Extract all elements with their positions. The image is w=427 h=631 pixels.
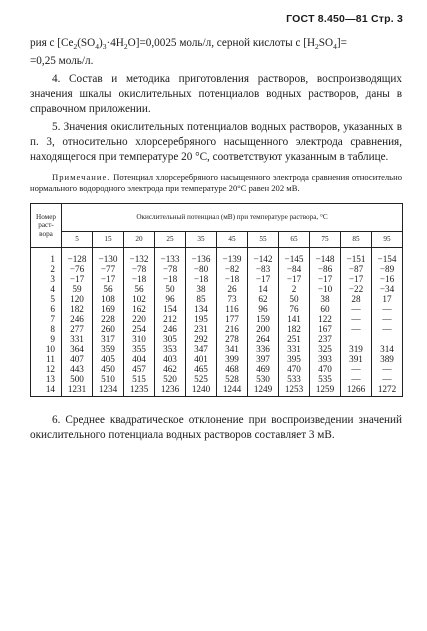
table-cell: 364 [62, 344, 93, 354]
table-cell: 200 [248, 324, 279, 334]
table-row [31, 294, 403, 304]
table-cell: 341 [217, 344, 248, 354]
table-cell: 310 [124, 334, 155, 344]
table-cell: 395 [279, 354, 310, 364]
table-cell: 359 [93, 344, 124, 354]
table-cell: 59 [62, 284, 93, 294]
table-cell: 108 [93, 294, 124, 304]
row-number: 7 [31, 314, 62, 324]
row-number: 4 [31, 284, 62, 294]
table-cell: 195 [186, 314, 217, 324]
table-cell: −83 [248, 264, 279, 274]
paragraph-continuation: рия с $[Ce_2(SO_4)_3\cdot 4H_2O]=0,0025$ моль/л, серной кислоты с $[H_2SO_4]=$ =0,25 моль/л. [30, 37, 347, 68]
table-cell: −17 [93, 274, 124, 284]
table-cell: −76 [62, 264, 93, 274]
table-cell: 177 [217, 314, 248, 324]
table-cell: 220 [124, 314, 155, 324]
table-cell: −78 [124, 264, 155, 274]
row-number: 5 [31, 294, 62, 304]
table-cell: 17 [372, 294, 403, 304]
table-cell: — [341, 374, 372, 384]
table-cell: 26 [217, 284, 248, 294]
table-cell: 134 [186, 304, 217, 314]
row-number: 11 [31, 354, 62, 364]
table-cell: 317 [93, 334, 124, 344]
table-cell: 1259 [310, 384, 341, 397]
row-number: 8 [31, 324, 62, 334]
table-row [31, 324, 403, 334]
table-cell: 120 [62, 294, 93, 304]
table-cell: 457 [124, 364, 155, 374]
table-cell: 355 [124, 344, 155, 354]
table-cell: — [341, 304, 372, 314]
table-cell: 141 [279, 314, 310, 324]
table-cell: −18 [186, 274, 217, 284]
table-cell: 246 [155, 324, 186, 334]
table-cell: 96 [155, 294, 186, 304]
row-number: 3 [31, 274, 62, 284]
table-cell: 1234 [93, 384, 124, 397]
table-cell: 305 [155, 334, 186, 344]
table-cell: 468 [217, 364, 248, 374]
potential-table [30, 203, 403, 397]
table-cell: 525 [186, 374, 217, 384]
table-cell: 1244 [217, 384, 248, 397]
table-cell: — [341, 324, 372, 334]
table-cell: 292 [186, 334, 217, 344]
temperature-header: 85 [341, 231, 372, 247]
table-cell: −148 [310, 247, 341, 264]
table-cell: 401 [186, 354, 217, 364]
table-cell: −22 [341, 284, 372, 294]
table-cell: 122 [310, 314, 341, 324]
table-cell: 470 [310, 364, 341, 374]
note-text: Потенциал хлорсеребряного насыщенного электрода сравнения относительно нормального водородного электрода при температуре 20°С равен 202 мВ. [30, 172, 403, 194]
table-row [31, 374, 403, 384]
table-cell: 50 [155, 284, 186, 294]
table-cell: 231 [186, 324, 217, 334]
row-number: 9 [31, 334, 62, 344]
temperature-header: 35 [186, 231, 217, 247]
table-cell: −16 [372, 274, 403, 284]
table-cell: 216 [217, 324, 248, 334]
table-cell: 443 [62, 364, 93, 374]
table-cell: 167 [310, 324, 341, 334]
table-cell: 116 [217, 304, 248, 314]
table-cell: −139 [217, 247, 248, 264]
table-cell: 403 [155, 354, 186, 364]
table-cell: 389 [372, 354, 403, 364]
table-cell: 182 [279, 324, 310, 334]
table-cell: 407 [62, 354, 93, 364]
note-paragraph [30, 172, 402, 194]
temperature-header: 15 [93, 231, 124, 247]
table-cell: 336 [248, 344, 279, 354]
table-cell: −17 [341, 274, 372, 284]
table-cell: −133 [155, 247, 186, 264]
table-cell: 169 [93, 304, 124, 314]
table-row [31, 364, 403, 374]
table-cell: −17 [279, 274, 310, 284]
table-cell: 1249 [248, 384, 279, 397]
table-row [31, 334, 403, 344]
table-cell: −142 [248, 247, 279, 264]
table-cell [372, 334, 403, 344]
table-cell: −34 [372, 284, 403, 294]
table-cell: 162 [124, 304, 155, 314]
paragraph-6: 6. Среднее квадратическое отклонение при воспроизведении значений окислительного потенциала водных растворов составляет 3 мВ. [30, 413, 402, 441]
table-cell: 76 [279, 304, 310, 314]
table-cell: 500 [62, 374, 93, 384]
table-cell: 331 [62, 334, 93, 344]
table-cell: — [372, 374, 403, 384]
table-cell: 50 [279, 294, 310, 304]
table-cell: −10 [310, 284, 341, 294]
table-cell: 251 [279, 334, 310, 344]
group-header: Окислительный потенциал (мВ) при температуре раствора, °С [62, 203, 403, 231]
table-cell: −84 [279, 264, 310, 274]
table-cell: 237 [310, 334, 341, 344]
table-cell: −154 [372, 247, 403, 264]
temperature-header: 55 [248, 231, 279, 247]
table-cell: 73 [217, 294, 248, 304]
table-cell: 515 [124, 374, 155, 384]
table-cell: 62 [248, 294, 279, 304]
table-cell: 462 [155, 364, 186, 374]
table-cell: −151 [341, 247, 372, 264]
table-row [31, 384, 403, 397]
table-cell: −86 [310, 264, 341, 274]
table-cell: 277 [62, 324, 93, 334]
table-cell: 397 [248, 354, 279, 364]
table-cell: 1231 [62, 384, 93, 397]
table-cell: 520 [155, 374, 186, 384]
table-cell: −78 [155, 264, 186, 274]
temperature-header: 65 [279, 231, 310, 247]
note-label: Примечание. [52, 172, 111, 183]
row-number: 1 [31, 247, 62, 264]
temperature-header: 95 [372, 231, 403, 247]
row-number: 14 [31, 384, 62, 397]
table-cell: — [372, 324, 403, 334]
table-cell: 1236 [155, 384, 186, 397]
row-header: Номер раст- вора [31, 203, 62, 247]
table-cell: −17 [310, 274, 341, 284]
table-cell: 1235 [124, 384, 155, 397]
table-cell: — [341, 364, 372, 374]
table-cell: −17 [248, 274, 279, 284]
row-number: 12 [31, 364, 62, 374]
table-cell: — [372, 314, 403, 324]
table-cell: −77 [93, 264, 124, 274]
table-cell: 56 [93, 284, 124, 294]
table-cell: 405 [93, 354, 124, 364]
table-cell: 450 [93, 364, 124, 374]
table-cell: 56 [124, 284, 155, 294]
paragraph-4: 4. Состав и методика приготовления растворов, воспроизводящих значения шкалы окислительных потенциалов водных растворов, даны в справочном приложении. [30, 73, 402, 116]
table-cell: 1253 [279, 384, 310, 397]
table-cell: 2 [279, 284, 310, 294]
row-number: 13 [31, 374, 62, 384]
row-number: 2 [31, 264, 62, 274]
table-cell: −145 [279, 247, 310, 264]
table-cell: −87 [341, 264, 372, 274]
temperature-header: 45 [217, 231, 248, 247]
table-cell: 182 [62, 304, 93, 314]
table-cell: — [341, 314, 372, 324]
table-cell: 391 [341, 354, 372, 364]
table-cell: 533 [279, 374, 310, 384]
table-cell: 347 [186, 344, 217, 354]
table-cell: 212 [155, 314, 186, 324]
temperature-header: 75 [310, 231, 341, 247]
table-cell: 404 [124, 354, 155, 364]
table-cell: 319 [341, 344, 372, 354]
table-cell: 399 [217, 354, 248, 364]
table-cell: 1266 [341, 384, 372, 397]
table-cell: 465 [186, 364, 217, 374]
table-cell: −128 [62, 247, 93, 264]
table-cell: 325 [310, 344, 341, 354]
table-cell: 246 [62, 314, 93, 324]
table-row [31, 284, 403, 294]
table-cell: −18 [155, 274, 186, 284]
table-cell: 278 [217, 334, 248, 344]
page-header: ГОСТ 8.450—81 Стр. 3 [286, 13, 403, 25]
table-cell: 353 [155, 344, 186, 354]
table-cell: −82 [217, 264, 248, 274]
table-cell: — [372, 364, 403, 374]
table-cell: 60 [310, 304, 341, 314]
table-cell: 393 [310, 354, 341, 364]
table-cell: 154 [155, 304, 186, 314]
table-row [31, 314, 403, 324]
row-number: 6 [31, 304, 62, 314]
table-cell: 38 [186, 284, 217, 294]
table-cell: −17 [62, 274, 93, 284]
table-cell: — [372, 304, 403, 314]
table-cell: 530 [248, 374, 279, 384]
table-cell: −89 [372, 264, 403, 274]
table-cell: 254 [124, 324, 155, 334]
table-row [31, 274, 403, 284]
table-cell: 469 [248, 364, 279, 374]
table-cell: 528 [217, 374, 248, 384]
table-cell: 96 [248, 304, 279, 314]
table-row [31, 264, 403, 274]
table-cell: 102 [124, 294, 155, 304]
table-cell: 314 [372, 344, 403, 354]
row-number: 10 [31, 344, 62, 354]
table-cell: 470 [279, 364, 310, 374]
table-cell: 1240 [186, 384, 217, 397]
temperature-header: 5 [62, 231, 93, 247]
table-cell: 228 [93, 314, 124, 324]
temperature-header: 25 [155, 231, 186, 247]
table-cell: 331 [279, 344, 310, 354]
document-body [30, 36, 402, 443]
table-cell: 510 [93, 374, 124, 384]
table-cell: −18 [217, 274, 248, 284]
table-cell: 38 [310, 294, 341, 304]
table-cell: 264 [248, 334, 279, 344]
table-cell: −130 [93, 247, 124, 264]
table-row [31, 304, 403, 314]
table-cell: −80 [186, 264, 217, 274]
table-cell: 535 [310, 374, 341, 384]
table-cell: 159 [248, 314, 279, 324]
table-cell: 14 [248, 284, 279, 294]
table-cell [341, 334, 372, 344]
table-row [31, 247, 403, 264]
temperature-header: 20 [124, 231, 155, 247]
table-cell: 260 [93, 324, 124, 334]
table-row [31, 354, 403, 364]
table-cell: −132 [124, 247, 155, 264]
table-cell: 85 [186, 294, 217, 304]
table-row [31, 344, 403, 354]
table-cell: 28 [341, 294, 372, 304]
paragraph-5: 5. Значения окислительных потенциалов водных растворов, указанных в п. 3, относительно хлорсеребряного насыщенного электрода сравнения, находящегося при температуре 20 °С, соответствуют указанным в таблице. [30, 121, 402, 164]
table-cell: −18 [124, 274, 155, 284]
table-cell: 1272 [372, 384, 403, 397]
table-cell: −136 [186, 247, 217, 264]
